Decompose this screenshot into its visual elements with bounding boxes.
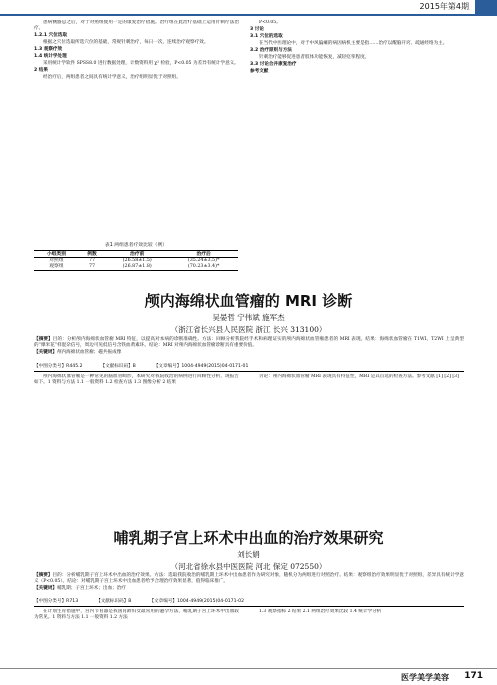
subheading: 3.1 穴位的选取 (250, 34, 283, 39)
paragraph: 颅内海绵状血管瘤是一种常见的脑血管畸形，本研究对我院收治的病例进行回顾性分析，现报告如下。1 资料与方法 1.1 一般资料 1.2 检查方法 1.3 图像分析 2 结果 (34, 374, 239, 386)
table-header-row (34, 251, 238, 258)
article2-body-left (34, 609, 239, 667)
paragraph: P<0.05。 (259, 20, 281, 25)
table-cell: (26.87±1.8) (105, 264, 169, 271)
references-heading: 参考文献 (250, 69, 269, 74)
subheading: 2 结果 (34, 68, 48, 74)
page-number: 171 (464, 671, 483, 681)
paragraph: 根据之穴位选取所选穴位的基础，常规针刺治疗，每日一次，连续治疗观察疗效。 (43, 40, 209, 46)
header-bar (475, 0, 497, 14)
article1-authors: 吴晏哲 宁伟斌 施军杰 (212, 313, 285, 322)
paragraph: 经治疗后，两组患者之间具有统计学意义，治疗组明显优于对照组。 (43, 75, 181, 81)
journal-name: 医学美学美容 (401, 673, 449, 682)
article1-body-left (34, 374, 239, 524)
article2-body-right (250, 609, 464, 667)
article2-title: 哺乳期子宫上环术中出血的治疗效果研究 (113, 529, 384, 547)
keywords-label: 【关键词】 (34, 585, 57, 591)
article1-abstract (34, 337, 464, 356)
subheading: 3 讨论 (250, 27, 264, 32)
doc-code: 【文献标识码】B (96, 599, 132, 604)
abstract-label: 【摘要】 (34, 573, 53, 578)
subheading: 1.2.1 穴位选取 (34, 33, 68, 39)
subheading: 1.4 统计学处理 (34, 54, 67, 60)
col-header: 治疗前 (105, 251, 169, 258)
article1-title: 颅内海绵状血管瘤的 MRI 诊断 (144, 292, 353, 310)
paragraph: 在当代中医理论中，对于中风偏瘫的病因病机主要是指……治疗以醒脑开窍、疏通经络为主。 (259, 41, 448, 46)
table-cell: (26.58±1.5) (122, 258, 152, 263)
table-caption: 表1 两组患者疗效比较（例） (104, 243, 168, 248)
paragraph: 患病侧髂总之后，对于对照组使用一定的康复治疗措施。治疗组在此治疗基础上运用针刺疗法治疗。 (34, 20, 239, 32)
top-left-column (34, 20, 239, 242)
results-table (34, 243, 238, 271)
clc-number: 【中图分类号】R445.2 (34, 364, 83, 369)
article2-authors: 刘长娟 (237, 550, 260, 559)
abstract-text: 目的：分析颅内海绵状血管瘤 MRI 特征，以提高对本病的诊断准确性。方法：回顾分析我院经手术和病理证实的颅内海绵状血管瘤患者的 MRI 表现。结果：海绵状血管瘤在 T1WI、T2WI 上呈典型的“爆米花”样混杂信号，周边可见低信号含铁血黄素环。结论：MRI 对颅内海绵状血管瘤诊断具有重要价值。 (34, 337, 464, 349)
subheading: 3.3 讨论合并康复治疗 (250, 62, 297, 67)
article-id: 【文章编号】1004-4949(2015)04-0171-01 (153, 364, 249, 369)
paragraph: 讨论：颅内海绵状血管瘤 MRI 表现具有特征性，MRI 是其首选的检查方法。参考文献 [1] [2] [3] (259, 374, 459, 379)
divider (34, 371, 464, 372)
article2-abstract (34, 573, 464, 592)
clc-number: 【中图分类号】R713 (34, 599, 79, 604)
table-cell: (35.24±3.5)* (187, 258, 220, 263)
col-header: 例数 (79, 251, 105, 258)
table-cell: 对照组 (49, 258, 64, 263)
col-header: 小组类别 (34, 251, 79, 258)
doc-code: 【文献标识码】B (100, 364, 136, 369)
keywords-text: 哺乳期；子宫上环术；出血；治疗 (56, 585, 126, 591)
col-header: 治疗后 (169, 251, 238, 258)
paragraph: 在计划生育措施中，宫内节育器是我国育龄妇女最常用的避孕方法，哺乳期子宫上环术中出血较为常见。1 资料与方法 1.1 一般资料 1.2 方法 (34, 609, 239, 621)
paragraph: 1.3 观察指标 2 结果 2.1 两组治疗效果比较 1.4 统计学分析 (259, 609, 382, 614)
issue-label: 2015年第4期 (419, 2, 469, 11)
table-cell: (70.23±3.4)* (169, 264, 238, 271)
subheading: 3.2 治疗原则与方法 (250, 48, 292, 53)
top-right-column (250, 20, 464, 278)
table-cell: 77 (88, 258, 96, 263)
divider (34, 606, 464, 607)
article-id: 【文章编号】1004-4949(2015)04-0171-02 (149, 599, 245, 604)
table-row (34, 264, 238, 271)
paragraph: 采用统计学软件 SPSS8.0 进行数据处理，计数资料用 χ² 检验，P<0.05 为差异有统计学意义。 (43, 61, 239, 67)
article2-affiliation: （河北省徐水县中医医院 河北 保定 072550） (170, 562, 327, 571)
article1-affiliation: （浙江省长兴县人民医院 浙江 长兴 313100） (170, 325, 327, 334)
page-footer (0, 668, 497, 685)
keywords-text: 颅内海绵状血管瘤；磁共振成像 (56, 349, 122, 355)
article1-body-right (250, 374, 464, 524)
article1-meta (34, 363, 464, 369)
abstract-text: 目的：分析哺乳期子宫上环术中出血的治疗效果。方法：选取我院收治的哺乳期上环术中出血患者作为研究对象，随机分为两组进行对照治疗。结果：观察组治疗效果明显优于对照组，差异具有统计学意义（P<0.05）。结论：对哺乳期子宫上环术中出血患者给予合理治疗效果显著，值得临床推广。 (34, 573, 464, 585)
keywords-label: 【关键词】 (34, 349, 57, 355)
abstract-label: 【摘要】 (34, 337, 53, 342)
table-cell: 观察组 (34, 264, 79, 271)
paragraph: 针刺治疗能够促进患者肢体功能恢复，减轻痉挛程度。 (259, 55, 370, 60)
article2-meta (34, 598, 464, 604)
page-header (0, 0, 497, 16)
table-cell: 77 (79, 264, 105, 271)
subheading: 1.3 观察疗效 (34, 47, 63, 53)
